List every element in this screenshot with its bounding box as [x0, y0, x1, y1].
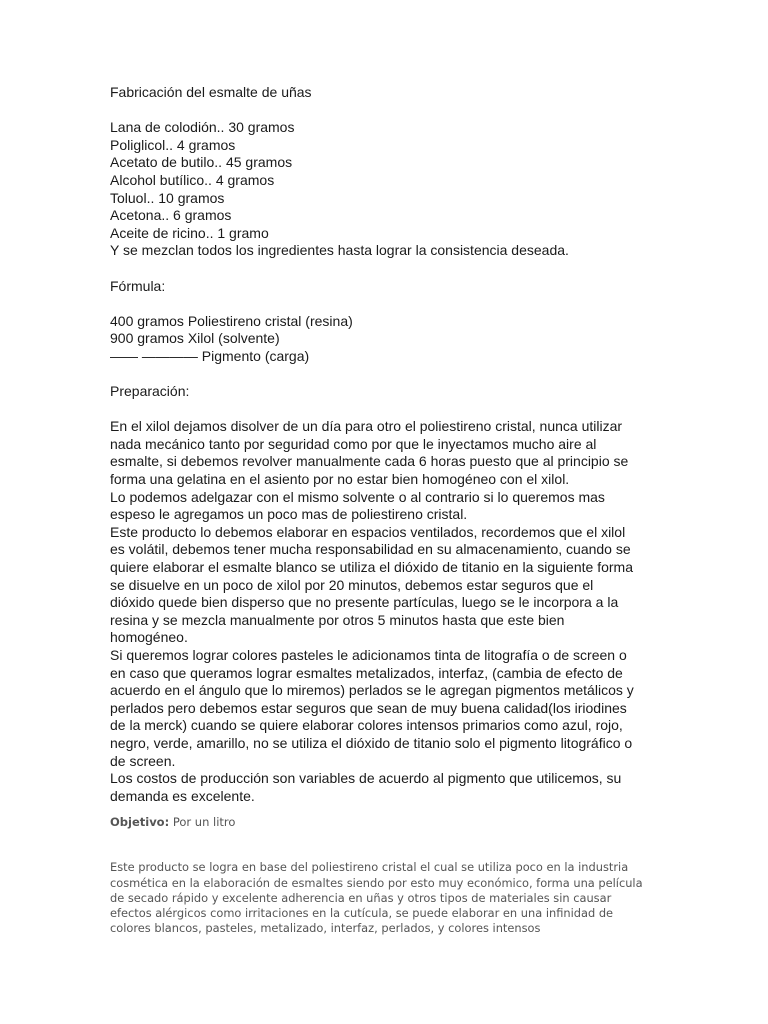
ingredient-line: Toluol.. 10 gramos: [110, 189, 225, 206]
ingredient-line: Alcohol butílico.. 4 gramos: [110, 171, 275, 188]
objective-label: Objetivo:: [110, 815, 170, 830]
objective-line: [110, 815, 640, 830]
preparation-paragraph: Lo podemos adelgazar con el mismo solvente o al contrario si lo queremos mas espeso le agregamos un poco mas de poliestireno cristal.: [110, 488, 605, 523]
preparation-body: [110, 418, 640, 805]
ingredient-line: Poliglicol.. 4 gramos: [110, 136, 236, 153]
ingredient-line: Acetona.. 6 gramos: [110, 207, 232, 224]
document-page: [110, 84, 643, 948]
spacer: [110, 102, 640, 120]
ingredient-line: Aceite de ricino.. 1 gramo: [110, 224, 269, 241]
ingredient-line: Lana de colodión.. 30 gramos: [110, 119, 295, 136]
ingredient-line: Acetato de butilo.. 45 gramos: [110, 154, 293, 171]
formula-list: [110, 313, 640, 366]
mixing-instruction: Y se mezclan todos los ingredientes hasta lograr la consistencia deseada.: [110, 242, 569, 259]
document-title: Fabricación del esmalte de uñas: [110, 84, 312, 100]
formula-line: 900 gramos Xilol (solvente): [110, 330, 280, 347]
objective-text: Por un litro: [172, 815, 236, 830]
preparation-paragraph: Si queremos lograr colores pasteles le adicionamos tinta de litografía o de screen o en caso que queramos lograr esmaltes metalizados, interfaz, (cambia de efecto de acuerdo en el ángulo que lo miremos) perlados se le agregan pigmentos metálicos y perlados pero debemos estar seguros que sean de muy buena calidad(los iriodines de la merck) cuando se quiere elaborar colores intensos primarios como azul, rojo, negro, verde, amarillo, no se utiliza el dióxido de titanio solo el pigmento litográfico o de screen.: [110, 647, 634, 769]
preparation-heading: Preparación:: [110, 383, 190, 400]
formula-heading: Fórmula:: [110, 277, 166, 294]
preparation-paragraph: Los costos de producción son variables de acuerdo al pigmento que utilicemos, su demanda es excelente.: [110, 770, 622, 804]
document-summary: Este producto se logra en base del poliestireno cristal el cual se utiliza poco en la industria cosmética en la elaboración de esmaltes siendo por esto muy económico, forma una película de secado rápido y excelente adherencia en uñas y otros tipos de materiales sin causar efectos alérgicos como irritaciones en la cutícula, se puede elaborar en una infinidad de colores blancos, pasteles, metalizado, interfaz, perlados, y colores intensos: [110, 860, 643, 936]
spacer: [110, 401, 640, 419]
formula-line: 400 gramos Poliestireno cristal (resina): [110, 312, 353, 329]
preparation-paragraph: Este producto lo debemos elaborar en espacios ventilados, recordemos que el xilol es volátil, debemos tener mucha responsabilidad en su almacenamiento, cuando se quiere elaborar el esmalte blanco se utiliza el dióxido de titanio en la siguiente forma se disuelve en un poco de xilol por 20 minutos, debemos estar seguros que el dióxido quede bien disperso que no presente partículas, luego se le incorpora a la resina y se mezcla manualmente por otros 5 minutos hasta que este bien homogéneo.: [110, 523, 633, 646]
ingredient-list: [110, 119, 640, 260]
spacer: [110, 366, 640, 384]
spacer: [110, 295, 640, 313]
preparation-paragraph: En el xilol dejamos disolver de un día para otro el poliestireno cristal, nunca utilizar nada mecánico tanto por seguridad como por que le inyectamos mucho aire al esmalte, si debemos revolver manualmente cada 6 horas puesto que al principio se forma una gelatina en el asiento por no estar bien homogéneo con el xilol.: [110, 418, 629, 488]
formula-line: —— ———— Pigmento (carga): [110, 347, 310, 364]
spacer: [110, 260, 640, 278]
